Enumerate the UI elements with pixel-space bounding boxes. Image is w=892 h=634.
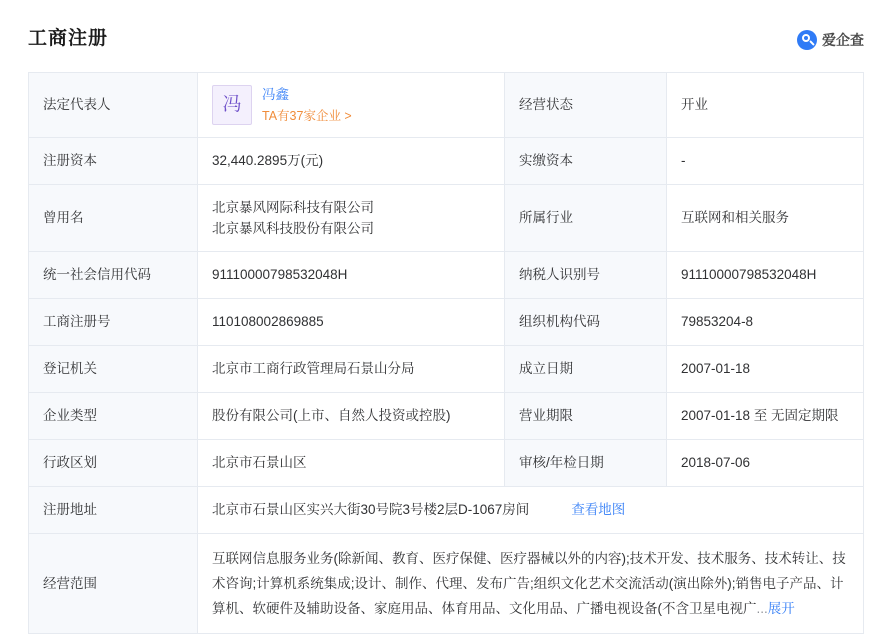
label-former-names: 曾用名 bbox=[29, 185, 198, 252]
value-business-term: 2007-01-18 至 无固定期限 bbox=[667, 393, 864, 440]
avatar: 冯 bbox=[212, 85, 252, 125]
value-registration-authority: 北京市工商行政管理局石景山分局 bbox=[198, 346, 505, 393]
business-scope-text bbox=[212, 546, 849, 621]
table-row bbox=[29, 346, 864, 393]
business-scope-content: 互联网信息服务业务(除新闻、教育、医疗保健、医疗器械以外的内容);技术开发、技术服务、技术转让、技术咨询;计算机系统集成;设计、制作、代理、发布广告;组织文化艺术交流活动(演出除外);销售电子产品、计算机、软硬件及辅助设备、家庭用品、体育用品、文化用品、广播电视设备(不含卫星电视广 bbox=[212, 551, 846, 616]
address-wrap bbox=[212, 499, 849, 521]
value-org-code: 79853204-8 bbox=[667, 299, 864, 346]
search-circle-icon bbox=[797, 30, 817, 50]
table-row bbox=[29, 138, 864, 185]
representative-name-link[interactable]: 冯鑫 bbox=[262, 87, 289, 102]
page-title: 工商注册 bbox=[28, 27, 109, 49]
label-legal-representative: 法定代表人 bbox=[29, 73, 198, 138]
representative-companies-link[interactable]: TA有37家企业 > bbox=[262, 109, 352, 123]
value-business-scope bbox=[198, 534, 864, 634]
value-enterprise-type: 股份有限公司(上市、自然人投资或控股) bbox=[198, 393, 505, 440]
value-paid-capital: - bbox=[667, 138, 864, 185]
label-business-term: 营业期限 bbox=[505, 393, 667, 440]
table-row bbox=[29, 393, 864, 440]
label-business-reg-no: 工商注册号 bbox=[29, 299, 198, 346]
value-credit-code: 91110000798532048H bbox=[198, 252, 505, 299]
value-registered-address bbox=[198, 487, 864, 534]
label-industry: 所属行业 bbox=[505, 185, 667, 252]
label-credit-code: 统一社会信用代码 bbox=[29, 252, 198, 299]
expand-link[interactable]: 展开 bbox=[767, 601, 795, 616]
label-approval-date: 审核/年检日期 bbox=[505, 440, 667, 487]
table-row bbox=[29, 534, 864, 634]
page-header bbox=[28, 0, 864, 72]
representative-text bbox=[262, 86, 352, 124]
label-enterprise-type: 企业类型 bbox=[29, 393, 198, 440]
former-name-2: 北京暴风科技股份有限公司 bbox=[212, 221, 374, 236]
label-registered-address: 注册地址 bbox=[29, 487, 198, 534]
table-row bbox=[29, 299, 864, 346]
label-registered-capital: 注册资本 bbox=[29, 138, 198, 185]
value-operating-status: 开业 bbox=[667, 73, 864, 138]
value-registered-capital: 32,440.2895万(元) bbox=[198, 138, 505, 185]
label-taxpayer-id: 纳税人识别号 bbox=[505, 252, 667, 299]
table-row bbox=[29, 487, 864, 534]
label-paid-capital: 实缴资本 bbox=[505, 138, 667, 185]
table-row bbox=[29, 440, 864, 487]
label-registration-authority: 登记机关 bbox=[29, 346, 198, 393]
value-former-names bbox=[198, 185, 505, 252]
table-row bbox=[29, 252, 864, 299]
business-scope-truncation: ... bbox=[756, 601, 768, 616]
label-org-code: 组织机构代码 bbox=[505, 299, 667, 346]
label-administrative-division: 行政区划 bbox=[29, 440, 198, 487]
value-established-date: 2007-01-18 bbox=[667, 346, 864, 393]
value-industry: 互联网和相关服务 bbox=[667, 185, 864, 252]
former-name-1: 北京暴风网际科技有限公司 bbox=[212, 200, 374, 215]
value-approval-date: 2018-07-06 bbox=[667, 440, 864, 487]
view-map-link[interactable]: 查看地图 bbox=[571, 502, 626, 517]
address-text: 北京市石景山区实兴大街30号院3号楼2层D-1067房间 bbox=[212, 502, 530, 517]
business-info-table bbox=[28, 72, 864, 634]
brand-name: 爱企查 bbox=[822, 32, 864, 48]
label-operating-status: 经营状态 bbox=[505, 73, 667, 138]
table-row bbox=[29, 73, 864, 138]
label-business-scope: 经营范围 bbox=[29, 534, 198, 634]
representative-cell bbox=[212, 85, 490, 125]
value-business-reg-no: 110108002869885 bbox=[198, 299, 505, 346]
value-taxpayer-id: 91110000798532048H bbox=[667, 252, 864, 299]
table-row bbox=[29, 185, 864, 252]
label-established-date: 成立日期 bbox=[505, 346, 667, 393]
brand-logo-area bbox=[797, 30, 864, 50]
value-legal-representative bbox=[198, 73, 505, 138]
value-administrative-division: 北京市石景山区 bbox=[198, 440, 505, 487]
